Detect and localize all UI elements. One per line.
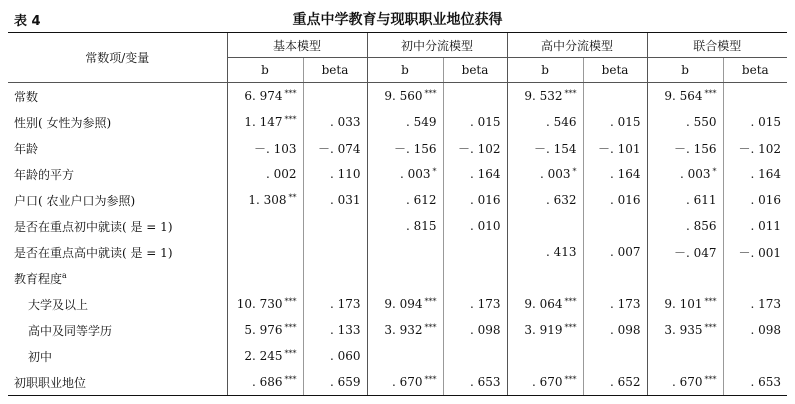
- coef-b-cell: [507, 109, 583, 135]
- significance-stars: *: [432, 167, 437, 176]
- coef-value: . 611: [686, 193, 717, 207]
- table-row: [8, 369, 787, 396]
- coef-value: －. 001: [738, 245, 782, 260]
- sub-header-beta: beta: [723, 58, 787, 83]
- coef-b-cell: [367, 161, 443, 187]
- coef-beta-cell: [583, 109, 647, 135]
- table-row: [8, 343, 787, 369]
- coef-b-cell: [367, 265, 443, 291]
- coef-value: . 164: [750, 167, 782, 181]
- coef-b-cell: [367, 109, 443, 135]
- coef-value: . 164: [610, 167, 641, 181]
- coef-value: . 659: [329, 375, 361, 389]
- coef-beta-cell: [303, 369, 367, 396]
- coef-b-cell: [367, 343, 443, 369]
- coef-beta-cell: [723, 213, 787, 239]
- significance-stars: ***: [284, 349, 297, 358]
- row-label-text: 常数: [14, 89, 39, 104]
- coef-beta-cell: [583, 265, 647, 291]
- coef-beta-cell: [723, 369, 787, 396]
- title-row: [8, 6, 787, 32]
- row-label: [8, 343, 227, 369]
- coef-b-cell: [227, 161, 303, 187]
- coef-b-cell: [227, 317, 303, 343]
- coef-b-cell: [227, 239, 303, 265]
- coef-b-cell: [647, 265, 723, 291]
- coef-value: . 010: [469, 219, 501, 233]
- coef-value: . 173: [329, 297, 361, 311]
- coef-value: . 098: [610, 323, 641, 337]
- row-label: [8, 213, 227, 239]
- coef-beta-cell: [303, 317, 367, 343]
- coef-value: －. 102: [457, 141, 501, 156]
- row-label: [8, 317, 227, 343]
- coef-beta-cell: [583, 317, 647, 343]
- coef-beta-cell: [723, 239, 787, 265]
- coef-beta-cell: [443, 239, 507, 265]
- row-label: [8, 265, 227, 291]
- coef-value: . 003: [399, 167, 431, 181]
- coef-value: －. 101: [598, 141, 641, 156]
- significance-stars: ***: [704, 89, 717, 98]
- coef-value: . 413: [545, 245, 577, 259]
- coef-value: . 686: [251, 375, 283, 389]
- table-row: [8, 239, 787, 265]
- coef-beta-cell: [443, 317, 507, 343]
- coef-b-cell: [647, 83, 723, 110]
- variable-column-header: 常数项/变量: [8, 33, 227, 83]
- coef-value: 9. 064: [524, 297, 563, 311]
- coef-b-cell: [367, 239, 443, 265]
- coef-value: . 173: [469, 297, 501, 311]
- significance-stars: ***: [704, 375, 717, 384]
- coef-beta-cell: [583, 239, 647, 265]
- coef-beta-cell: [723, 135, 787, 161]
- coef-b-cell: [647, 109, 723, 135]
- coef-b-cell: [647, 369, 723, 396]
- significance-stars: ***: [284, 375, 297, 384]
- coef-value: . 098: [750, 323, 782, 337]
- significance-stars: ***: [424, 323, 437, 332]
- coef-value: . 670: [391, 375, 423, 389]
- coef-value: 9. 532: [524, 89, 563, 103]
- coef-b-cell: [647, 187, 723, 213]
- row-label-text: 户口( 农业户口为参照): [14, 193, 136, 208]
- coef-beta-cell: [303, 291, 367, 317]
- coef-value: . 015: [469, 115, 501, 129]
- coef-value: 10. 730: [236, 297, 283, 311]
- coef-beta-cell: [583, 83, 647, 110]
- coef-beta-cell: [443, 187, 507, 213]
- coef-b-cell: [227, 187, 303, 213]
- coef-beta-cell: [723, 291, 787, 317]
- model-header-senior: 高中分流模型: [507, 33, 647, 58]
- row-label-text: 高中及同等学历: [28, 323, 113, 338]
- footnote-marker: a: [62, 270, 67, 280]
- coef-b-cell: [367, 213, 443, 239]
- coef-value: . 003: [539, 167, 571, 181]
- coef-beta-cell: [443, 83, 507, 110]
- coef-value: －. 103: [253, 141, 297, 156]
- coef-value: . 098: [469, 323, 501, 337]
- coef-value: . 007: [610, 245, 641, 259]
- coef-beta-cell: [723, 265, 787, 291]
- significance-stars: *: [572, 167, 577, 176]
- coef-value: －. 074: [317, 141, 361, 156]
- coef-beta-cell: [303, 109, 367, 135]
- table-row: [8, 317, 787, 343]
- coef-value: . 652: [610, 375, 641, 389]
- coef-b-cell: [507, 135, 583, 161]
- coef-value: . 815: [405, 219, 437, 233]
- coef-b-cell: [227, 135, 303, 161]
- coef-value: 9. 564: [664, 89, 703, 103]
- coef-b-cell: [647, 343, 723, 369]
- coef-value: . 173: [610, 297, 641, 311]
- coef-beta-cell: [723, 83, 787, 110]
- coef-value: . 133: [329, 323, 361, 337]
- coef-b-cell: [227, 83, 303, 110]
- coef-value: . 031: [329, 193, 361, 207]
- coef-value: . 011: [750, 219, 782, 233]
- coef-beta-cell: [443, 213, 507, 239]
- coef-value: . 670: [531, 375, 563, 389]
- coef-value: －. 156: [674, 141, 717, 156]
- coef-beta-cell: [443, 109, 507, 135]
- coef-value: . 653: [750, 375, 782, 389]
- coef-beta-cell: [303, 213, 367, 239]
- row-label-text: 教育程度: [14, 271, 63, 286]
- coef-value: . 016: [469, 193, 501, 207]
- sub-header-beta: beta: [443, 58, 507, 83]
- coef-value: 9. 560: [384, 89, 423, 103]
- table-row: [8, 161, 787, 187]
- coef-beta-cell: [443, 343, 507, 369]
- coef-b-cell: [507, 369, 583, 396]
- coef-beta-cell: [443, 265, 507, 291]
- coef-beta-cell: [583, 343, 647, 369]
- coef-value: 9. 094: [384, 297, 423, 311]
- significance-stars: ***: [284, 323, 297, 332]
- coef-b-cell: [507, 265, 583, 291]
- sub-header-b: b: [227, 58, 303, 83]
- coef-beta-cell: [303, 343, 367, 369]
- row-label: [8, 291, 227, 317]
- table-row: [8, 135, 787, 161]
- coef-value: . 110: [329, 167, 361, 181]
- row-label-text: 是否在重点初中就读( 是 = 1): [14, 219, 173, 234]
- coef-beta-cell: [583, 291, 647, 317]
- coef-beta-cell: [303, 239, 367, 265]
- significance-stars: ***: [564, 323, 577, 332]
- coef-value: . 670: [672, 375, 703, 389]
- significance-stars: ***: [564, 89, 577, 98]
- coef-b-cell: [367, 187, 443, 213]
- coef-value: . 856: [686, 219, 717, 233]
- coef-beta-cell: [443, 161, 507, 187]
- coef-b-cell: [367, 83, 443, 110]
- coef-value: 2. 245: [244, 349, 283, 363]
- coef-b-cell: [227, 291, 303, 317]
- coef-b-cell: [647, 213, 723, 239]
- significance-stars: ***: [704, 297, 717, 306]
- coef-beta-cell: [723, 161, 787, 187]
- coef-beta-cell: [303, 161, 367, 187]
- coef-value: 1. 308: [248, 193, 287, 207]
- coef-value: 3. 932: [384, 323, 423, 337]
- coef-beta-cell: [443, 135, 507, 161]
- coef-value: 9. 101: [664, 297, 703, 311]
- table-number: 表 4: [14, 14, 41, 29]
- significance-stars: ***: [284, 89, 297, 98]
- significance-stars: ***: [424, 89, 437, 98]
- row-label-text: 年龄: [14, 141, 39, 156]
- table-row: [8, 291, 787, 317]
- coef-value: 6. 974: [244, 89, 283, 103]
- coef-b-cell: [647, 135, 723, 161]
- coef-value: . 015: [750, 115, 782, 129]
- sub-header-b: b: [367, 58, 443, 83]
- coef-value: . 612: [405, 193, 437, 207]
- coef-beta-cell: [583, 213, 647, 239]
- table-title: 重点中学教育与现职职业地位获得: [292, 12, 503, 28]
- coef-b-cell: [507, 187, 583, 213]
- coef-value: . 060: [329, 349, 361, 363]
- coef-value: . 033: [329, 115, 361, 129]
- row-label: [8, 239, 227, 265]
- sub-header-beta: beta: [303, 58, 367, 83]
- significance-stars: ***: [424, 297, 437, 306]
- coef-b-cell: [647, 291, 723, 317]
- row-label: [8, 83, 227, 110]
- coef-value: －. 047: [674, 245, 717, 260]
- coef-beta-cell: [583, 187, 647, 213]
- row-label: [8, 109, 227, 135]
- coef-value: －. 154: [533, 141, 577, 156]
- coef-value: . 015: [610, 115, 641, 129]
- row-label-text: 大学及以上: [28, 297, 89, 312]
- coef-value: . 016: [610, 193, 641, 207]
- coef-b-cell: [647, 317, 723, 343]
- regression-table: [8, 32, 787, 396]
- coef-value: . 546: [545, 115, 577, 129]
- coef-value: －. 156: [393, 141, 437, 156]
- table-body: [8, 83, 787, 396]
- coef-value: . 653: [469, 375, 501, 389]
- coef-beta-cell: [583, 369, 647, 396]
- coef-b-cell: [367, 317, 443, 343]
- coef-b-cell: [367, 291, 443, 317]
- coef-b-cell: [507, 239, 583, 265]
- coef-b-cell: [507, 213, 583, 239]
- coef-b-cell: [367, 135, 443, 161]
- coef-beta-cell: [723, 343, 787, 369]
- coef-b-cell: [507, 317, 583, 343]
- coef-value: . 016: [750, 193, 782, 207]
- coef-value: 5. 976: [244, 323, 283, 337]
- coef-b-cell: [227, 265, 303, 291]
- row-label-text: 初职职业地位: [14, 375, 87, 390]
- row-label-text: 初中: [28, 349, 53, 364]
- coef-beta-cell: [303, 83, 367, 110]
- coef-beta-cell: [723, 187, 787, 213]
- coef-beta-cell: [303, 187, 367, 213]
- coef-b-cell: [227, 343, 303, 369]
- model-header-joint: 联合模型: [647, 33, 787, 58]
- significance-stars: ***: [564, 297, 577, 306]
- coef-beta-cell: [723, 317, 787, 343]
- significance-stars: ***: [284, 297, 297, 306]
- coef-b-cell: [647, 239, 723, 265]
- significance-stars: *: [712, 167, 717, 176]
- coef-b-cell: [227, 213, 303, 239]
- coef-value: 3. 919: [524, 323, 563, 337]
- coef-beta-cell: [583, 161, 647, 187]
- coef-beta-cell: [303, 265, 367, 291]
- coef-beta-cell: [303, 135, 367, 161]
- row-label: [8, 187, 227, 213]
- coef-value: . 632: [545, 193, 577, 207]
- significance-stars: ***: [284, 115, 297, 124]
- significance-stars: ***: [424, 375, 437, 384]
- coef-value: . 549: [405, 115, 437, 129]
- row-label: [8, 135, 227, 161]
- row-label: [8, 369, 227, 396]
- significance-stars: **: [288, 193, 297, 202]
- coef-b-cell: [507, 343, 583, 369]
- coef-b-cell: [507, 161, 583, 187]
- table-row: [8, 265, 787, 291]
- coef-b-cell: [647, 161, 723, 187]
- coef-b-cell: [507, 291, 583, 317]
- table-row: [8, 109, 787, 135]
- sub-header-beta: beta: [583, 58, 647, 83]
- model-header-basic: 基本模型: [227, 33, 367, 58]
- coef-beta-cell: [723, 109, 787, 135]
- coef-b-cell: [367, 369, 443, 396]
- coef-value: 3. 935: [664, 323, 703, 337]
- coef-value: . 550: [686, 115, 717, 129]
- table-row: [8, 187, 787, 213]
- coef-value: －. 102: [738, 141, 782, 156]
- sub-header-b: b: [507, 58, 583, 83]
- coef-value: . 002: [265, 167, 297, 181]
- coef-value: . 164: [469, 167, 501, 181]
- sub-header-b: b: [647, 58, 723, 83]
- significance-stars: ***: [704, 323, 717, 332]
- row-label: [8, 161, 227, 187]
- row-label-text: 年龄的平方: [14, 167, 75, 182]
- row-label-text: 性别( 女性为参照): [14, 115, 112, 130]
- table-row: [8, 213, 787, 239]
- coef-b-cell: [227, 109, 303, 135]
- coef-b-cell: [227, 369, 303, 396]
- model-header-junior: 初中分流模型: [367, 33, 507, 58]
- significance-stars: ***: [564, 375, 577, 384]
- coef-beta-cell: [443, 369, 507, 396]
- coef-beta-cell: [583, 135, 647, 161]
- coef-value: . 173: [750, 297, 782, 311]
- coef-beta-cell: [443, 291, 507, 317]
- coef-value: . 003: [680, 167, 711, 181]
- coef-b-cell: [507, 83, 583, 110]
- coef-value: 1. 147: [244, 115, 283, 129]
- table-row: [8, 83, 787, 110]
- row-label-text: 是否在重点高中就读( 是 = 1): [14, 245, 173, 260]
